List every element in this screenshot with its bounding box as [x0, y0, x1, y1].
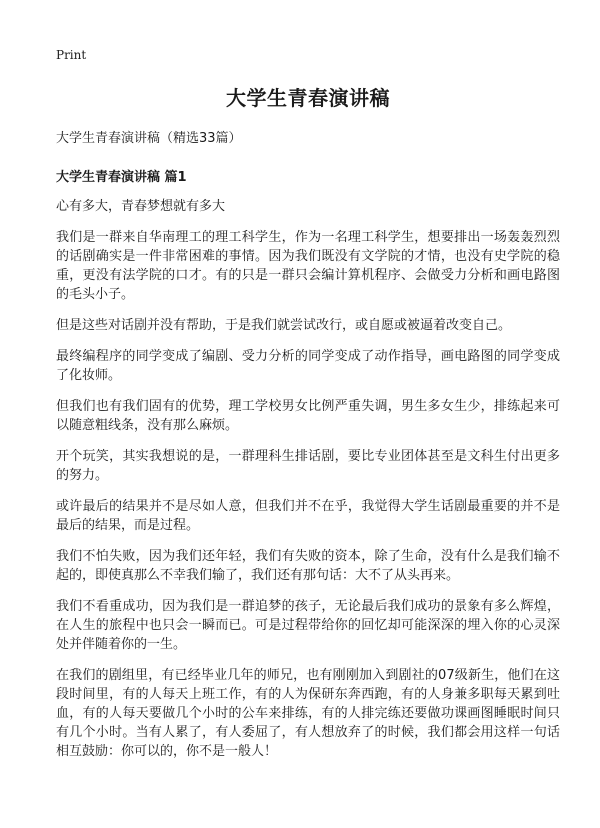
paragraph: 我们是一群来自华南理工的理工科学生，作为一名理工科学生，想要排出一场轰轰烈烈的话剧确实是一件非常困难的事情。因为我们既没有文学院的才情，也没有史学院的稳重，更没有法学院的口才。有的只是一群只会编计算机程序、会做受力分析和画电路图的毛头小子。	[56, 230, 560, 302]
paragraph: 但是这些对话剧并没有帮助，于是我们就尝试改行，或自愿或被逼着改变自己。	[56, 318, 512, 333]
section-heading: 大学生青春演讲稿 篇1	[56, 170, 187, 185]
paragraph: 开个玩笑，其实我想说的是，一群理科生排话剧，要比专业团体甚至是文科生付出更多的努力。	[56, 449, 560, 483]
print-link[interactable]: Print	[56, 48, 87, 62]
paragraph: 心有多大，青春梦想就有多大	[56, 199, 226, 214]
paragraph: 或许最后的结果并不是尽如人意，但我们并不在乎，我觉得大学生话剧最重要的并不是最后的结果，而是过程。	[56, 499, 560, 533]
paragraph: 我们不怕失败，因为我们还年轻，我们有失败的资本，除了生命，没有什么是我们输不起的，即使真那么不幸我们输了，我们还有那句话：大不了从头再来。	[56, 549, 560, 583]
paragraph: 但我们也有我们固有的优势，理工学校男女比例严重失调，男生多女生少，排练起来可以随意粗线条，没有那么麻烦。	[56, 399, 560, 433]
paragraph: 我们不看重成功，因为我们是一群追梦的孩子，无论最后我们成功的景象有多么辉煌，在人生的旅程中也只会一瞬而已。可是过程带给你的回忆却可能深深的埋入你的心灵深处并伴随着你的一生。	[56, 599, 560, 652]
paragraph: 在我们的剧组里，有已经毕业几年的师兄，也有刚刚加入到剧社的07级新生，他们在这段时间里，有的人每天上班工作，有的人为保研东奔西跑，有的人身兼多职每天累到吐血，有的人每天要做几个小时的公车来排练，有的人排完练还要做功课画图睡眠时间只有几个小时。当有人累了，有人委屈了，有人想放弃了的时候，我们都会用这样一句话相互鼓励：你可以的，你不是一般人！	[56, 668, 560, 759]
document-subtitle: 大学生青春演讲稿（精选33篇）	[56, 131, 242, 146]
page-title: 大学生青春演讲稿	[226, 86, 390, 110]
paragraph: 最终编程序的同学变成了编剧、受力分析的同学变成了动作指导，画电路图的同学变成了化妆师。	[56, 349, 560, 383]
